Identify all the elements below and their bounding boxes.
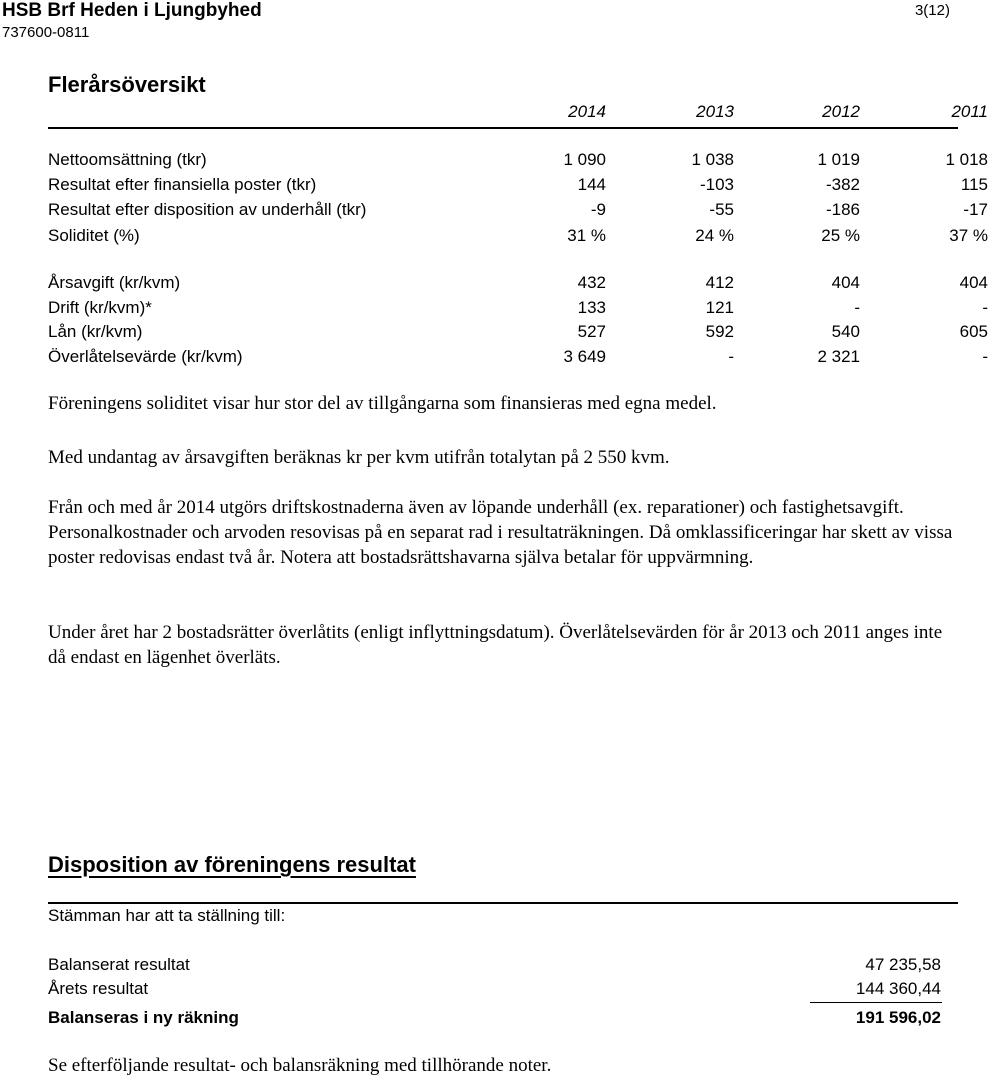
footer-note: Se efterföljande resultat- och balansräkning med tillhörande noter. (48, 1055, 552, 1076)
result-row-total: Balanseras i ny räkning 191 596,02 (48, 1008, 941, 1027)
year-2011: 2011 (951, 102, 988, 121)
note-soliditet: Föreningens soliditet visar hur stor del av tillgångarna som finansieras med egna medel. (48, 393, 717, 414)
disposition-subtitle: Stämman har att ta ställning till: (48, 906, 286, 925)
note-transfers: Under året har 2 bostadsrätter överlåtits (enligt inflyttningsdatum). Överlåtelsevärden för år 2013 och 2011 anges inte då endast en lägenhet överläts. (48, 622, 943, 668)
note-area: Med undantag av årsavgiften beräknas kr per kvm utifrån totalytan på 2 550 kvm. (48, 447, 670, 468)
organization-number: 737600-0811 (2, 24, 90, 41)
year-2012: 2012 (822, 102, 860, 121)
table-row: Lån (kr/kvm) 527 592 540 605 (48, 322, 988, 341)
sum-line (810, 1002, 942, 1003)
section-title-multi-year: Flerårsöversikt (48, 72, 206, 97)
disposition-rule (48, 902, 958, 904)
section-title-disposition: Disposition av föreningens resultat (48, 852, 416, 877)
year-header (48, 102, 988, 126)
table-row: Nettoomsättning (tkr) 1 090 1 038 1 019 1 018 (48, 150, 988, 169)
page-number: 3(12) (914, 2, 950, 19)
year-2013: 2013 (696, 102, 734, 121)
table-row: Årsavgift (kr/kvm) 432 412 404 404 (48, 273, 988, 292)
table-row: Soliditet (%) 31 % 24 % 25 % 37 % (48, 226, 988, 245)
year-2014: 2014 (568, 102, 606, 121)
result-row-balanced: Balanserat resultat 47 235,58 (48, 955, 941, 974)
document-title: HSB Brf Heden i Ljungbyhed (2, 0, 262, 21)
header-rule (48, 127, 958, 129)
table-row: Resultat efter finansiella poster (tkr) 144 -103 -382 115 (48, 175, 988, 194)
table-row: Resultat efter disposition av underhåll (tkr) -9 -55 -186 -17 (48, 200, 988, 219)
table-row: Överlåtelsevärde (kr/kvm) 3 649 - 2 321 - (48, 347, 988, 366)
note-operating-costs: Från och med år 2014 utgörs driftskostnaderna även av löpande underhåll (ex. reparationer) och fastighetsavgift. Personalkostnader och arvoden resovisas på en separat rad i resultaträkningen. Då omklassificeringar har skett av vissa poster redovisas endast två år. Notera att bostadsrättshavarna själva betalar för uppvärmning. (48, 497, 953, 568)
table-row: Drift (kr/kvm)* 133 121 - - (48, 298, 988, 317)
result-row-year: Årets resultat 144 360,44 (48, 979, 941, 998)
